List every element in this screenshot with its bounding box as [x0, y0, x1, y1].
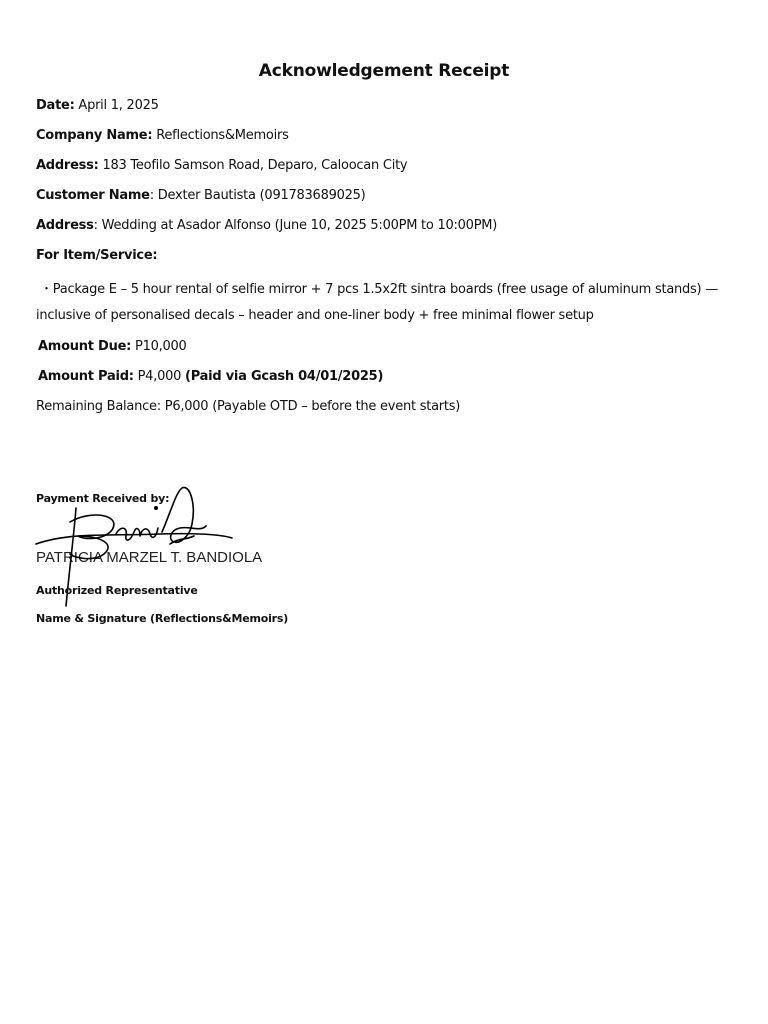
remaining-balance-line: Remaining Balance: P6,000 (Payable OTD – before the event starts)	[36, 399, 461, 414]
document-title: Acknowledgement Receipt	[258, 61, 510, 81]
amount-due-label: Amount Due:	[38, 339, 132, 354]
company-name-value: Reflections&Memoirs	[152, 128, 289, 143]
company-name-label: Company Name:	[36, 128, 153, 143]
package-description-line-2: inclusive of personalised decals – header and one-liner body + free minimal flower setup	[36, 308, 594, 323]
amount-paid-note: (Paid via Gcash 04/01/2025)	[185, 369, 384, 384]
company-address-line	[36, 158, 407, 173]
company-address-label: Address:	[36, 158, 99, 173]
amount-paid-line	[38, 369, 383, 384]
amount-paid-value: P4,000	[133, 369, 186, 384]
signature-stroke-letters	[116, 528, 158, 540]
event-address-value: : Wedding at Asador Alfonso (June 10, 2025 5:00PM to 10:00PM)	[93, 218, 498, 233]
company-address-value: 183 Teofilo Samson Road, Deparo, Caloocan City	[98, 158, 408, 173]
company-name-line	[36, 128, 289, 143]
date-value: April 1, 2025	[74, 98, 159, 113]
amount-due-value: P10,000	[131, 339, 187, 354]
date-label: Date:	[36, 98, 75, 113]
payment-received-label: Payment Received by:	[36, 492, 170, 505]
representative-name: PATRICIA MARZEL T. BANDIOLA	[36, 549, 263, 566]
customer-name-value: : Dexter Bautista (091783689025)	[149, 188, 366, 203]
signature-stroke-tail	[170, 536, 194, 544]
signature-dot	[155, 507, 157, 509]
package-description-line-1: ・Package E – 5 hour rental of selfie mirror + 7 pcs 1.5x2ft sintra boards (free usage of aluminum stands) —	[40, 282, 718, 297]
customer-name-line	[36, 188, 366, 203]
item-service-line	[36, 248, 157, 263]
event-address-label: Address	[36, 218, 94, 233]
representative-title: Authorized Representative	[36, 584, 198, 597]
amount-paid-label: Amount Paid:	[38, 369, 134, 384]
event-address-line	[36, 218, 497, 233]
customer-name-label: Customer Name	[36, 188, 150, 203]
signature-stroke-underline	[36, 534, 232, 544]
item-service-label: For Item/Service:	[36, 248, 158, 263]
amount-due-line	[38, 339, 187, 354]
date-line	[36, 98, 159, 113]
signature-caption: Name & Signature (Reflections&Memoirs)	[36, 612, 289, 625]
